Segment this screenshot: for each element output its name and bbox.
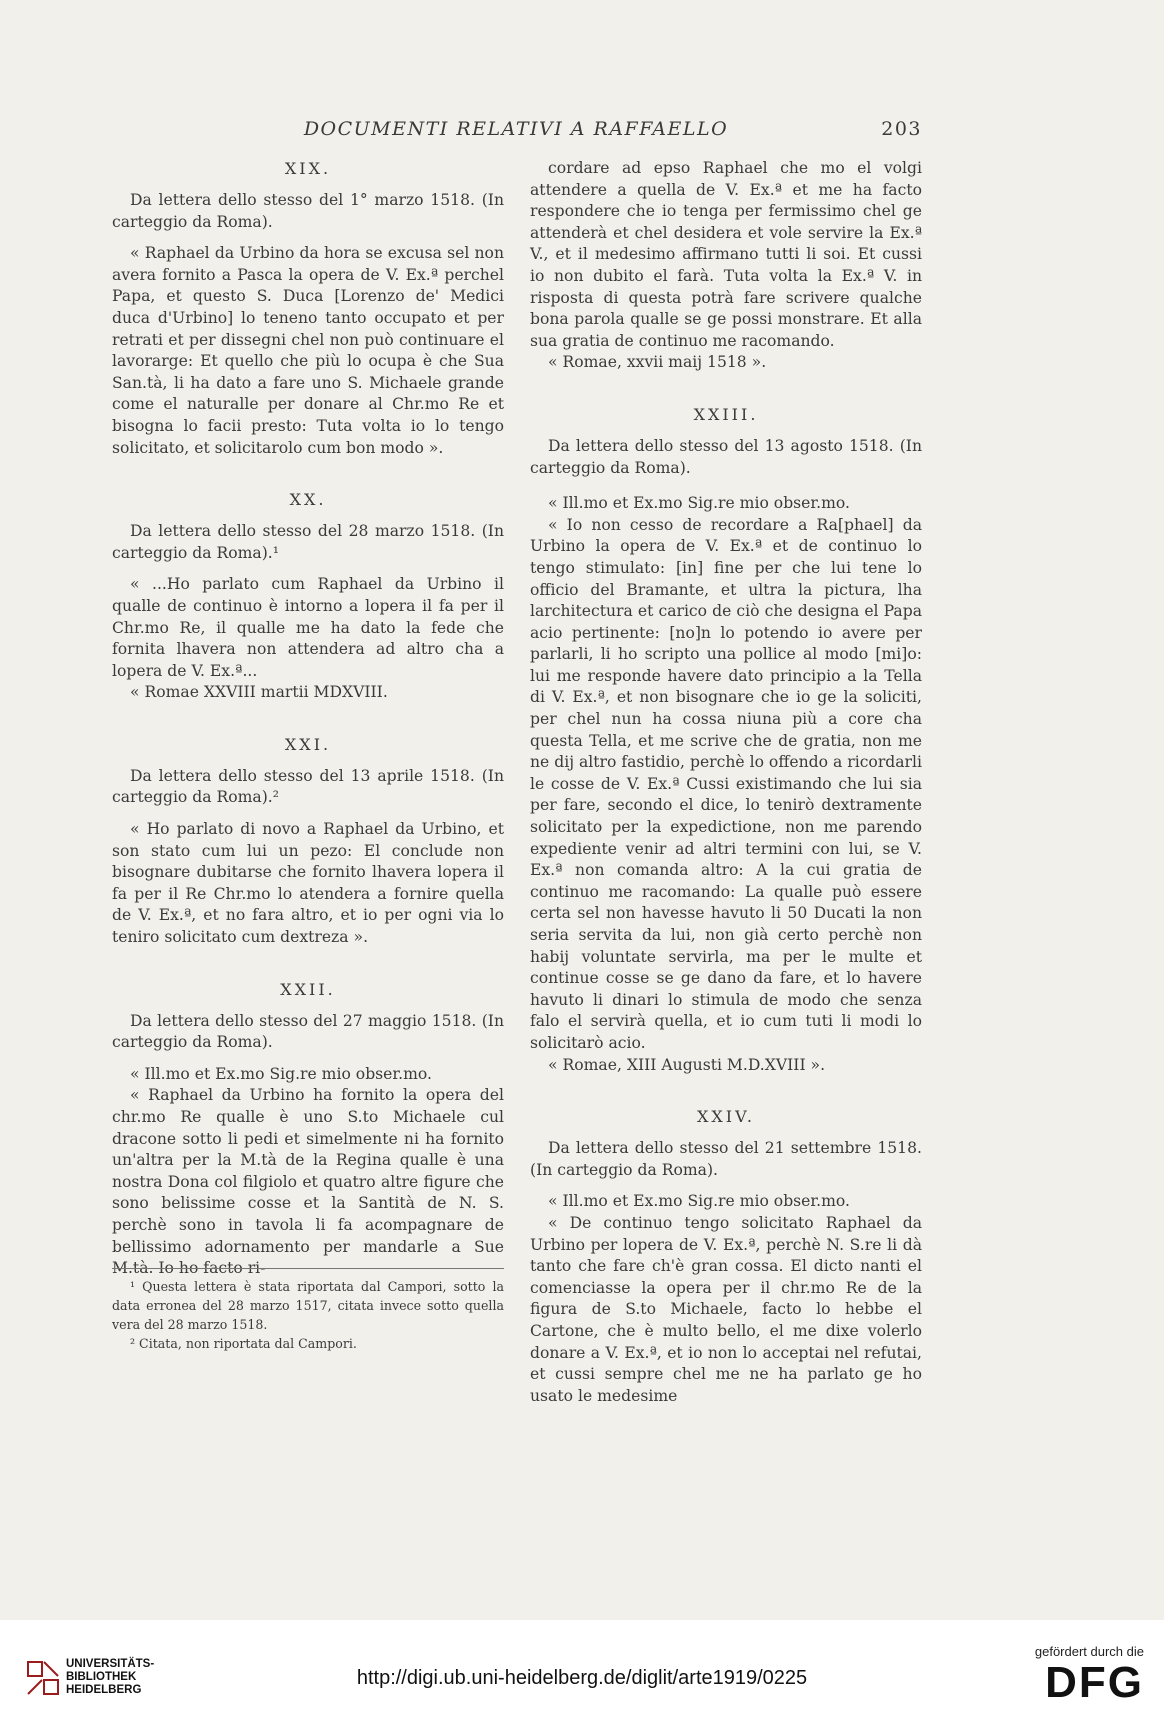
section-xxiii-intro: Da lettera dello stesso del 13 agosto 1518. (In carteggio da Roma). — [530, 436, 922, 477]
library-name-line-2: BIBLIOTHEK — [66, 1671, 137, 1683]
right-column — [530, 158, 922, 1407]
section-xx-letter: « ...Ho parlato cum Raphael da Urbino il qualle de continuo è intorno a lopera il fa per il Chr.mo Re, il qualle me ha dato la fede che fornita lhavera non attendera ad altro cha a lopera de V. Ex.ª... — [112, 575, 504, 680]
left-column — [112, 158, 504, 1280]
library-name-line-1: UNIVERSITÄTS- — [66, 1658, 155, 1670]
section-xix-letter: « Raphael da Urbino da hora se excusa sel non avera fornito a Pasca la opera de V. Ex.ª perchel Papa, et questo S. Duca [Lorenzo de' Medici duca d'Urbino] lo teneno tanto occupato et per retrati et per dissegni chel non può continuare el lavorarge: Et quello che più lo ocupa è che Sua San.tà, li ha dato a fare uno S. Michaele grande come el naturalle per donare al Chr.mo Re et bisogna lo facii presto: Tuta volta io lo tengo solicitato, et solicitarolo cum bon modo ». — [112, 244, 504, 457]
section-heading-xix: XIX. — [284, 159, 332, 178]
viewer-footer — [0, 1620, 1164, 1725]
section-xxiii-date: « Romae, XIII Augusti M.D.XVIII ». — [548, 1055, 826, 1074]
footnotes — [112, 1268, 504, 1353]
section-xx-date: « Romae XXVIII martii MDXVIII. — [130, 683, 388, 702]
section-xxiii-letter: « Io non cesso de recordare a Ra[phael] da Urbino la opera de V. Ex.ª et de continuo lo tengo stimulato: [in] fine per che lui tene lo officio del Bramante, et ultra la pictura, lha larchitectura et carico de ciò che designa el Papa acio pertinente: [no]n lo potendo io avere per parlarli, li ho scripto una pollice al modo [mi]o: lui me responde havere dato principio a la Tella di V. Ex.ª, et non bisognare che io ge la soliciti, per chel nun ha cossa niuna più a core cha questa Tella, et me scrive che de gratia, non me ne dij altro fastidio, perchè lo offendo a ricordarli le cosse de V. Ex.ª Cussi existimando che lui sia per fare, secondo el dice, lo tenirò dextramente solicitato per la expedictione, non me parendo expediente venir ad altri termini con lui, se V. Ex.ª non comanda altro: A la cui gratia de continuo me racomando: La qualle può essere certa sel non havesse havuto li 50 Ducati la non seria servita da lui, non già certo perchè non habij voluntate servirla, ma per le multe et continue cosse se ge dano da fare, et lo havere havuto li dinari lo stimula de modo che senza falo el servirà quella, et io cum tuti li modi lo solicitarò acio. — [530, 515, 922, 1052]
page-number: 203 — [881, 118, 922, 140]
section-xxii-letter: « Raphael da Urbino ha fornito la opera del chr.mo Re qualle è uno S.to Michaele cul dracone sotto li pedi et simelmente ni ha fornito un'altra per la M.tà de la Regina qualle è una nostra Dona col filgiolo et quatro altre figure che sono belissime cosse et la Santità de N. S. perchè sono in tavola li fa acompagnare de bellissimo adornamento per mandarle a Sue M.tà. Io ho facto ri- — [112, 1086, 504, 1278]
library-name-line-3: HEIDELBERG — [66, 1684, 142, 1696]
continuation-date: « Romae, xxvii maij 1518 ». — [548, 353, 767, 372]
section-heading-xxiv: XXIV. — [697, 1107, 755, 1127]
section-xxi-letter: « Ho parlato di novo a Raphael da Urbino, et son stato cum lui un pezo: El conclude non bisognare dubitarse che fornito lhavera lopera il fa per il Re Chr.mo lo atendera a fornire quella de V. Ex.ª, et no fara altro, et io per ogni via lo teniro solicitato cum dextreza ». — [112, 820, 504, 947]
section-xxiv-intro: Da lettera dello stesso del 21 settembre 1518. (In carteggio da Roma). — [530, 1139, 922, 1179]
continuation-letter: cordare ad epso Raphael che mo el volgi attendere a quella de V. Ex.ª et me ha facto respondere che io tenga per fermissimo chel ge attenderà et chel desidera et vole servire la Ex.ª V., et il medesimo affirmano tutti li soi. Et cussi io non dubito el farà. Tuta volta la Ex.ª V. in risposta di questa potrà fare scrivere qualche bona parola qualle se ge possi monstrare. Et alla sua gratia de continuo me racomando. — [530, 159, 922, 350]
section-xxii-salutation: « Ill.mo et Ex.mo Sig.re mio obser.mo. — [130, 1064, 432, 1083]
section-xxii-intro: Da lettera dello stesso del 27 maggio 1518. (In carteggio da Roma). — [112, 1011, 504, 1052]
section-xix-intro: Da lettera dello stesso del 1° marzo 1518. (In carteggio da Roma). — [112, 191, 504, 231]
section-heading-xxii: XXII. — [280, 979, 336, 999]
section-xxiii-salutation: « Ill.mo et Ex.mo Sig.re mio obser.mo. — [548, 494, 850, 513]
section-heading-xx: XX. — [289, 490, 327, 510]
section-heading-xxiii: XXIII. — [693, 404, 759, 424]
document-url[interactable]: http://digi.ub.uni-heidelberg.de/diglit/arte1919/0225 — [356, 1667, 808, 1689]
funder-caption: gefördert durch die — [1034, 1644, 1144, 1659]
section-xxiv-salutation: « Ill.mo et Ex.mo Sig.re mio obser.mo. — [548, 1192, 850, 1211]
dfg-logo-text: DFG — [1045, 1658, 1144, 1707]
footnote-2: ² Citata, non riportata dal Campori. — [130, 1336, 357, 1351]
section-xx-intro: Da lettera dello stesso del 28 marzo 1518. (In carteggio da Roma).¹ — [112, 522, 504, 562]
running-title: DOCUMENTI RELATIVI A RAFFAELLO — [303, 118, 729, 140]
footnote-1: ¹ Questa lettera è stata riportata dal Campori, sotto la data erronea del 28 marzo 1517, citata invece sotto quella vera del 28 marzo 1518. — [112, 1279, 504, 1332]
dfg-funder-logo[interactable] — [994, 1644, 1144, 1707]
section-xxiv-letter: « De continuo tengo solicitato Raphael da Urbino per lopera de V. Ex.ª, perchè N. S.re li dà tanto che fare ch'è gran cossa. El dicto nanti el comenciasse la opera per il chr.mo Re de la figura de S.to Michaele, facto lo hebbe el Cartone, che è multo bello, el me dixe volerlo donare a V. Ex.ª, et io non lo acceptai nel refutai, et cussi sempre chel me ne ha parlato ge ho usato le medesime — [530, 1213, 922, 1405]
section-heading-xxi: XXI. — [284, 734, 332, 754]
section-xxi-intro: Da lettera dello stesso del 13 aprile 1518. (In carteggio da Roma).² — [112, 766, 504, 807]
